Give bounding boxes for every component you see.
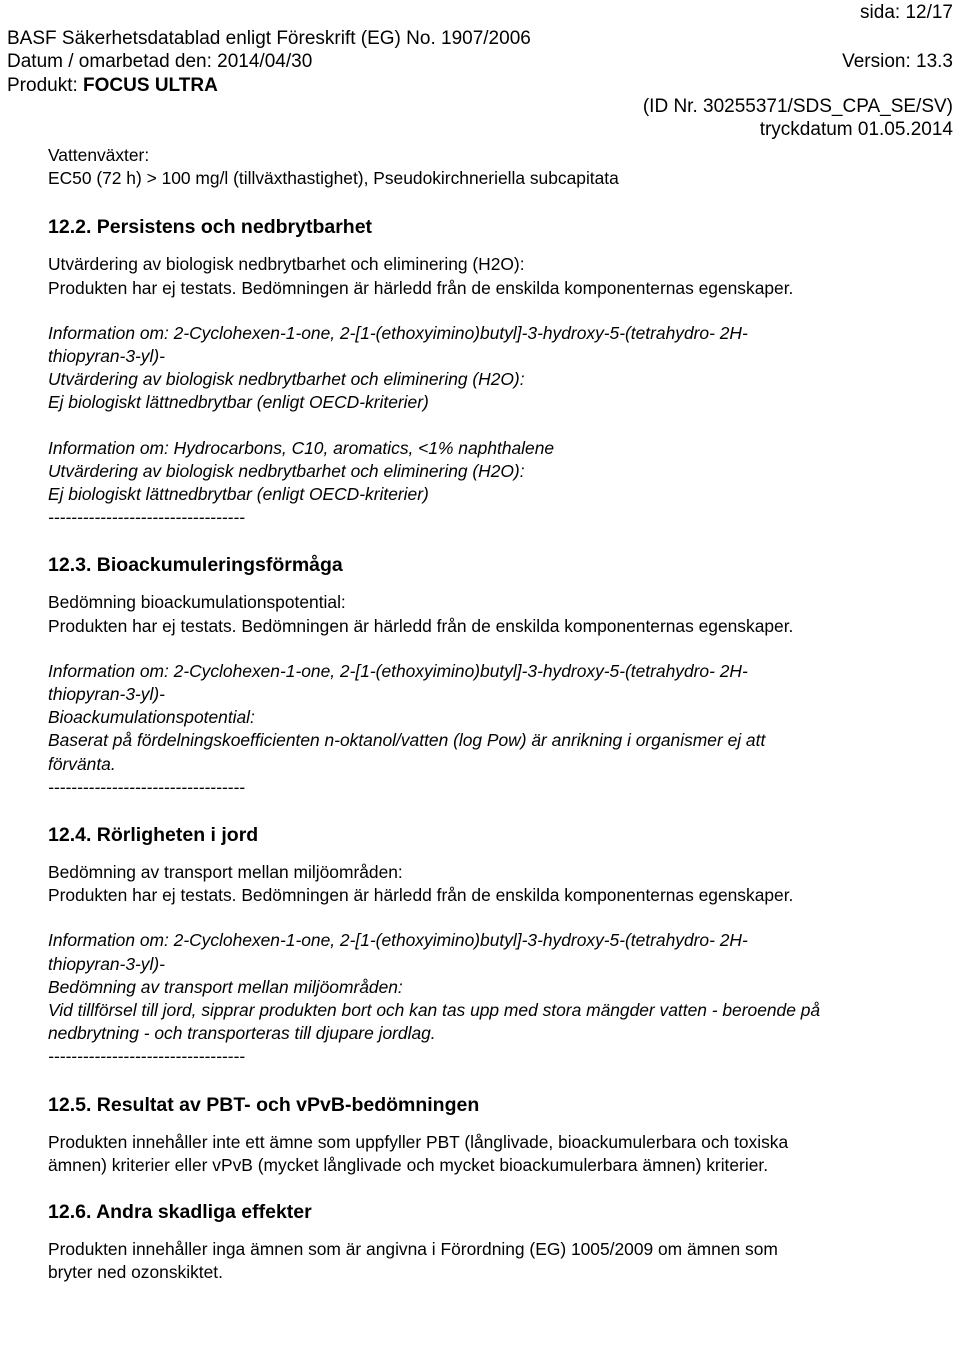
info-line: Utvärdering av biologisk nedbrytbarhet och eliminering (H2O):	[48, 460, 525, 481]
header-date: Datum / omarbetad den: 2014/04/30	[7, 51, 313, 72]
info-line: Baserat på fördelningskoefficienten n-oktanol/vatten (log Pow) är anrikning i organismer ej att	[48, 730, 766, 751]
component-info-block	[48, 929, 948, 1068]
paragraph-line: Produkten innehåller inga ämnen som är angivna i Förordning (EG) 1005/2009 om ämnen som	[48, 1239, 778, 1260]
header-title: BASF Säkerhetsdatablad enligt Föreskrift (EG) No. 1907/2006	[7, 28, 531, 49]
header-id: (ID Nr. 30255371/SDS_CPA_SE/SV)	[642, 96, 953, 117]
separator: ----------------------------------	[48, 1046, 245, 1067]
info-line: Bioackumulationspotential:	[48, 707, 255, 728]
info-line: nedbrytning - och transporteras till djupare jordlag.	[48, 1023, 436, 1044]
info-line: thiopyran-3-yl)-	[48, 684, 165, 705]
section-title-12-6: 12.6. Andra skadliga effekter	[48, 1201, 312, 1224]
field-value: Produkten har ej testats. Bedömningen är härledd från de enskilda komponenternas egenskaper.	[48, 615, 794, 636]
field-label: Bedömning av transport mellan miljöområden:	[48, 862, 403, 883]
info-line: Ej biologiskt lättnedbrytbar (enligt OECD-kriterier)	[48, 484, 429, 505]
section-title-12-2: 12.2. Persistens och nedbrytbarhet	[48, 216, 373, 239]
info-line: thiopyran-3-yl)-	[48, 953, 165, 974]
info-line: Utvärdering av biologisk nedbrytbarhet och eliminering (H2O):	[48, 369, 525, 390]
header-product	[7, 74, 218, 97]
header-print-date: tryckdatum 01.05.2014	[759, 119, 953, 140]
info-line: Information om: 2-Cyclohexen-1-one, 2-[1-(ethoxyimino)butyl]-3-hydroxy-5-(tetrahydro- 2H-	[48, 930, 748, 951]
header-version: Version: 13.3	[842, 51, 953, 72]
paragraph-line: Produkten innehåller inte ett ämne som uppfyller PBT (långlivade, bioackumulerbara och toxiska	[48, 1131, 789, 1152]
info-line: Vid tillförsel till jord, sipprar produkten bort och kan tas upp med stora mängder vatten - beroende på	[48, 1000, 821, 1021]
intro-line: EC50 (72 h) > 100 mg/l (tillväxthastighet), Pseudokirchneriella subcapitata	[48, 168, 619, 189]
info-line: Information om: Hydrocarbons, C10, aromatics, <1% naphthalene	[48, 437, 555, 458]
document-body	[48, 144, 948, 1285]
section-title-12-3: 12.3. Bioackumuleringsförmåga	[48, 554, 343, 577]
field-value: Produkten har ej testats. Bedömningen är härledd från de enskilda komponenternas egenskaper.	[48, 885, 794, 906]
component-info-block	[48, 322, 948, 530]
component-info-block	[48, 660, 948, 799]
intro-line: Vattenväxter:	[48, 145, 150, 165]
separator: ----------------------------------	[48, 507, 245, 528]
page-number: sida: 12/17	[860, 2, 953, 23]
field-value: Produkten har ej testats. Bedömningen är härledd från de enskilda komponenternas egenskaper.	[48, 277, 794, 298]
paragraph-line: ämnen) kriterier eller vPvB (mycket långlivade och mycket bioackumulerbara ämnen) kriterier.	[48, 1154, 769, 1175]
separator: ----------------------------------	[48, 776, 245, 797]
info-line: Information om: 2-Cyclohexen-1-one, 2-[1-(ethoxyimino)butyl]-3-hydroxy-5-(tetrahydro- 2H-	[48, 660, 748, 681]
product-label: Produkt:	[7, 75, 84, 96]
section-title-12-4: 12.4. Rörligheten i jord	[48, 824, 259, 847]
section-title-12-5: 12.5. Resultat av PBT- och vPvB-bedömningen	[48, 1093, 480, 1116]
field-label: Utvärdering av biologisk nedbrytbarhet och eliminering (H2O):	[48, 254, 525, 275]
info-line: thiopyran-3-yl)-	[48, 346, 165, 367]
paragraph-line: bryter ned ozonskiktet.	[48, 1262, 223, 1283]
info-line: förvänta.	[48, 753, 116, 774]
info-line: Bedömning av transport mellan miljöområden:	[48, 976, 403, 997]
field-label: Bedömning bioackumulationspotential:	[48, 592, 346, 613]
product-name: FOCUS ULTRA	[83, 75, 218, 96]
info-line: Ej biologiskt lättnedbrytbar (enligt OECD-kriterier)	[48, 392, 429, 413]
info-line: Information om: 2-Cyclohexen-1-one, 2-[1-(ethoxyimino)butyl]-3-hydroxy-5-(tetrahydro- 2H-	[48, 322, 748, 343]
